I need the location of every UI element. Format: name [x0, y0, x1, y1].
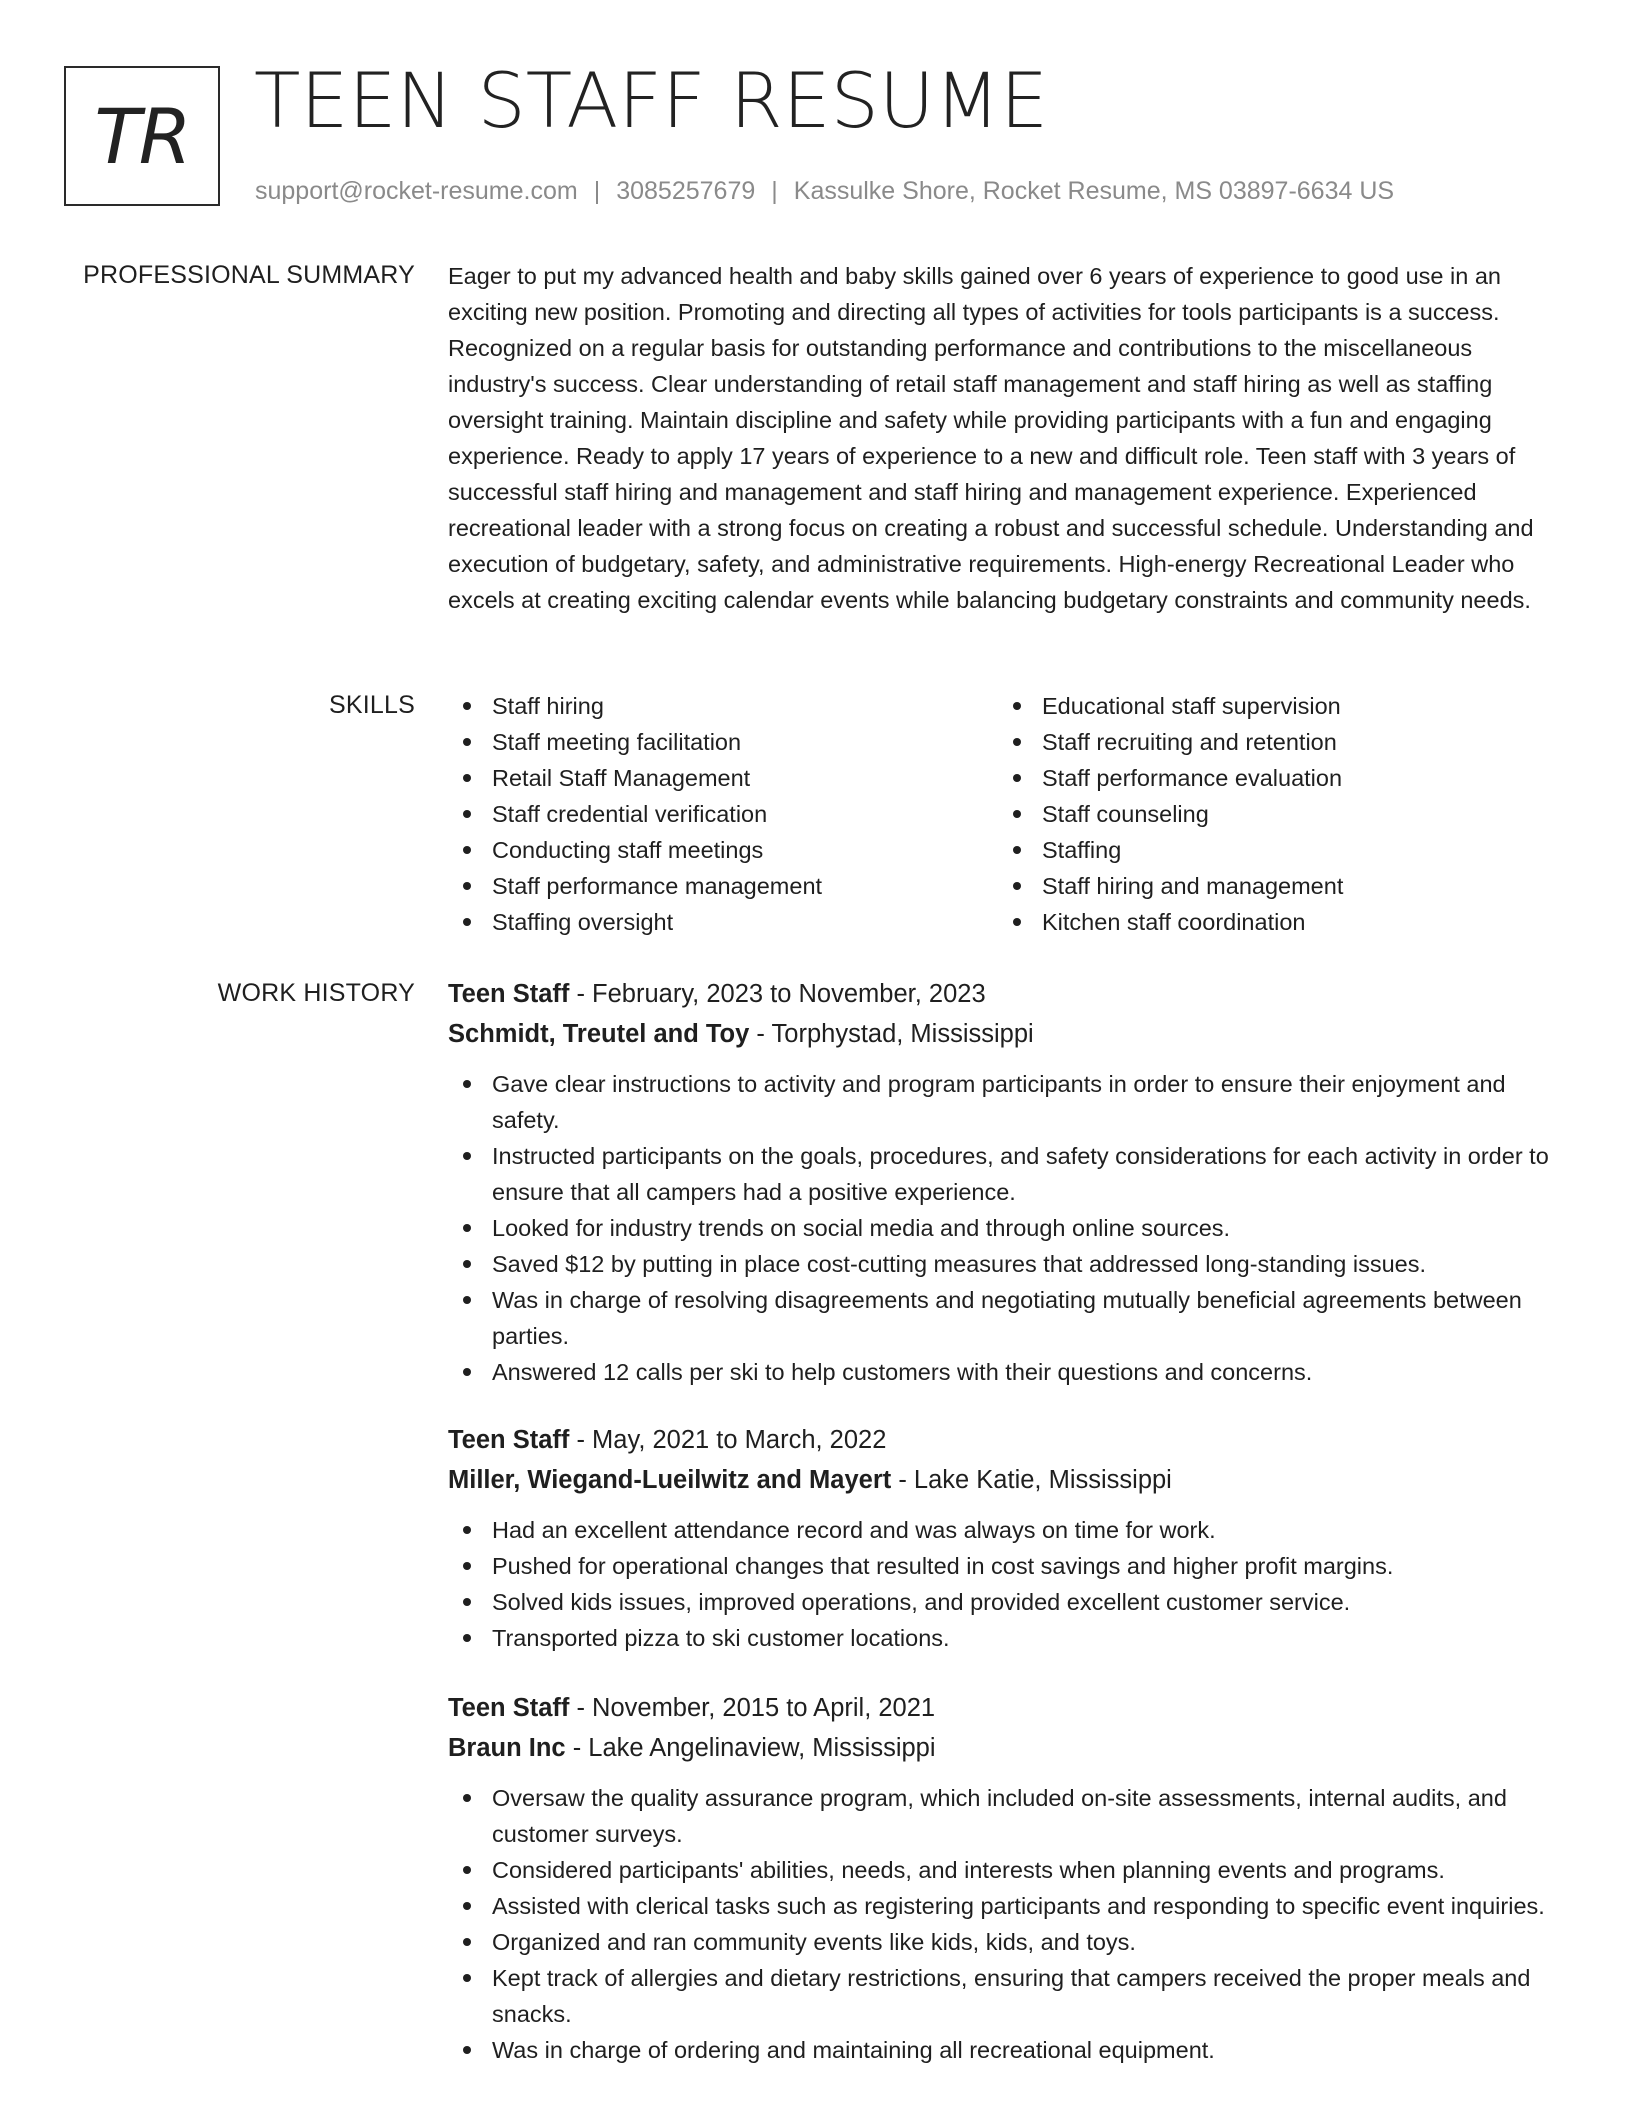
job-duty: Looked for industry trends on social media and through online sources.: [448, 1210, 1566, 1246]
job-title: Teen Staff: [448, 1694, 570, 1722]
job-duty: Had an excellent attendance record and was always on time for work.: [448, 1512, 1566, 1548]
job-duty: Transported pizza to ski customer locations.: [448, 1620, 1566, 1656]
summary-text: Eager to put my advanced health and baby skills gained over 6 years of experience to good use in an exciting new position. Promoting and directing all types of activities for tools participants is a success. Recognized on a regular basis for outstanding performance and contributions to the miscellaneous industry's success. Clear understanding of retail staff management and staff hiring as well as staffing oversight training. Maintain discipline and safety while providing participants with a fun and engaging experience. Ready to apply 17 years of experience to a new and difficult role. Teen staff with 3 years of successful staff hiring and management and staff hiring and management experience. Experienced recreational leader with a strong focus on creating a robust and successful schedule. Understanding and execution of budgetary, safety, and administrative requirements. High-energy Recreational Leader who excels at creating exciting calendar events while balancing budgetary constraints and community needs.: [448, 263, 1534, 613]
skill-item: Kitchen staff coordination: [998, 904, 1548, 940]
job-duty: Assisted with clerical tasks such as registering participants and responding to specific event inquiries.: [448, 1888, 1566, 1924]
job-title-line: [448, 1420, 1566, 1460]
skills-list-right: [998, 688, 1548, 940]
section-label-work-history: WORK HISTORY: [217, 979, 415, 1007]
job-entry: [448, 974, 1566, 1390]
job-duty: Oversaw the quality assurance program, which included on-site assessments, internal audits, and customer surveys.: [448, 1780, 1566, 1852]
job-company-line: [448, 1460, 1566, 1500]
contact-separator: |: [771, 177, 778, 205]
job-duties: [448, 1512, 1566, 1656]
job-location: - Lake Angelinaview, Mississippi: [565, 1734, 936, 1762]
contact-address: Kassulke Shore, Rocket Resume, MS 03897-6634 US: [793, 177, 1395, 205]
skill-item: Staffing oversight: [448, 904, 998, 940]
skills-columns: [448, 688, 1566, 940]
skill-item: Staff performance management: [448, 868, 998, 904]
skills-list-left: [448, 688, 998, 940]
job-duty: Answered 12 calls per ski to help customers with their questions and concerns.: [448, 1354, 1566, 1390]
skill-item: Staff recruiting and retention: [998, 724, 1548, 760]
job-dates: - February, 2023 to November, 2023: [569, 980, 986, 1008]
job-duty: Organized and ran community events like kids, kids, and toys.: [448, 1924, 1566, 1960]
job-title: Teen Staff: [448, 1426, 570, 1454]
job-duty: Pushed for operational changes that resulted in cost savings and higher profit margins.: [448, 1548, 1566, 1584]
job-duty: Solved kids issues, improved operations, and provided excellent customer service.: [448, 1584, 1566, 1620]
job-company: Braun Inc: [448, 1734, 566, 1762]
job-duty: Considered participants' abilities, needs, and interests when planning events and programs.: [448, 1852, 1566, 1888]
contact-email[interactable]: support@rocket-resume.com: [255, 177, 578, 205]
skill-item: Conducting staff meetings: [448, 832, 998, 868]
job-dates: - May, 2021 to March, 2022: [569, 1426, 887, 1454]
skill-item: Staff meeting facilitation: [448, 724, 998, 760]
job-location: - Torphystad, Mississippi: [749, 1020, 1034, 1048]
job-duty: Kept track of allergies and dietary restrictions, ensuring that campers received the proper meals and snacks.: [448, 1960, 1566, 2032]
summary-body: [448, 258, 1566, 618]
skill-item: Retail Staff Management: [448, 760, 998, 796]
job-dates: - November, 2015 to April, 2021: [569, 1694, 936, 1722]
job-duty: Was in charge of resolving disagreements and negotiating mutually beneficial agreements between parties.: [448, 1282, 1566, 1354]
skill-item: Staff hiring and management: [998, 868, 1548, 904]
job-location: - Lake Katie, Mississippi: [891, 1466, 1172, 1494]
job-duties: [448, 1066, 1566, 1390]
section-label-skills: SKILLS: [329, 691, 415, 719]
skill-item: Staff credential verification: [448, 796, 998, 832]
monogram-initials: TR: [94, 91, 190, 181]
job-title-line: [448, 1688, 1566, 1728]
skill-item: Staffing: [998, 832, 1548, 868]
job-duty: Saved $12 by putting in place cost-cutting measures that addressed long-standing issues.: [448, 1246, 1566, 1282]
work-history-body: [448, 974, 1566, 2068]
contact-phone[interactable]: 3085257679: [616, 177, 756, 205]
job-company-line: [448, 1014, 1566, 1054]
skill-item: Staff counseling: [998, 796, 1548, 832]
job-title-line: [448, 974, 1566, 1014]
skills-body: [448, 688, 1566, 940]
job-company-line: [448, 1728, 1566, 1768]
skill-item: Staff performance evaluation: [998, 760, 1548, 796]
job-duty: Gave clear instructions to activity and program participants in order to ensure their enjoyment and safety.: [448, 1066, 1566, 1138]
job-duty: Instructed participants on the goals, procedures, and safety considerations for each activity in order to ensure that all campers had a positive experience.: [448, 1138, 1566, 1210]
job-title: Teen Staff: [448, 980, 570, 1008]
resume-title: TEEN STAFF RESUME: [254, 56, 1049, 145]
job-duty: Was in charge of ordering and maintaining all recreational equipment.: [448, 2032, 1566, 2068]
job-duties: [448, 1780, 1566, 2068]
job-entry: [448, 1420, 1566, 1656]
skill-item: Staff hiring: [448, 688, 998, 724]
job-entry: [448, 1688, 1566, 2068]
monogram-badge: [64, 66, 220, 206]
contact-separator: |: [593, 177, 601, 205]
job-company: Miller, Wiegand-Lueilwitz and Mayert: [448, 1466, 892, 1494]
job-company: Schmidt, Treutel and Toy: [448, 1020, 750, 1048]
section-label-summary: PROFESSIONAL SUMMARY: [83, 261, 415, 289]
contact-line: [255, 174, 1394, 208]
skill-item: Educational staff supervision: [998, 688, 1548, 724]
